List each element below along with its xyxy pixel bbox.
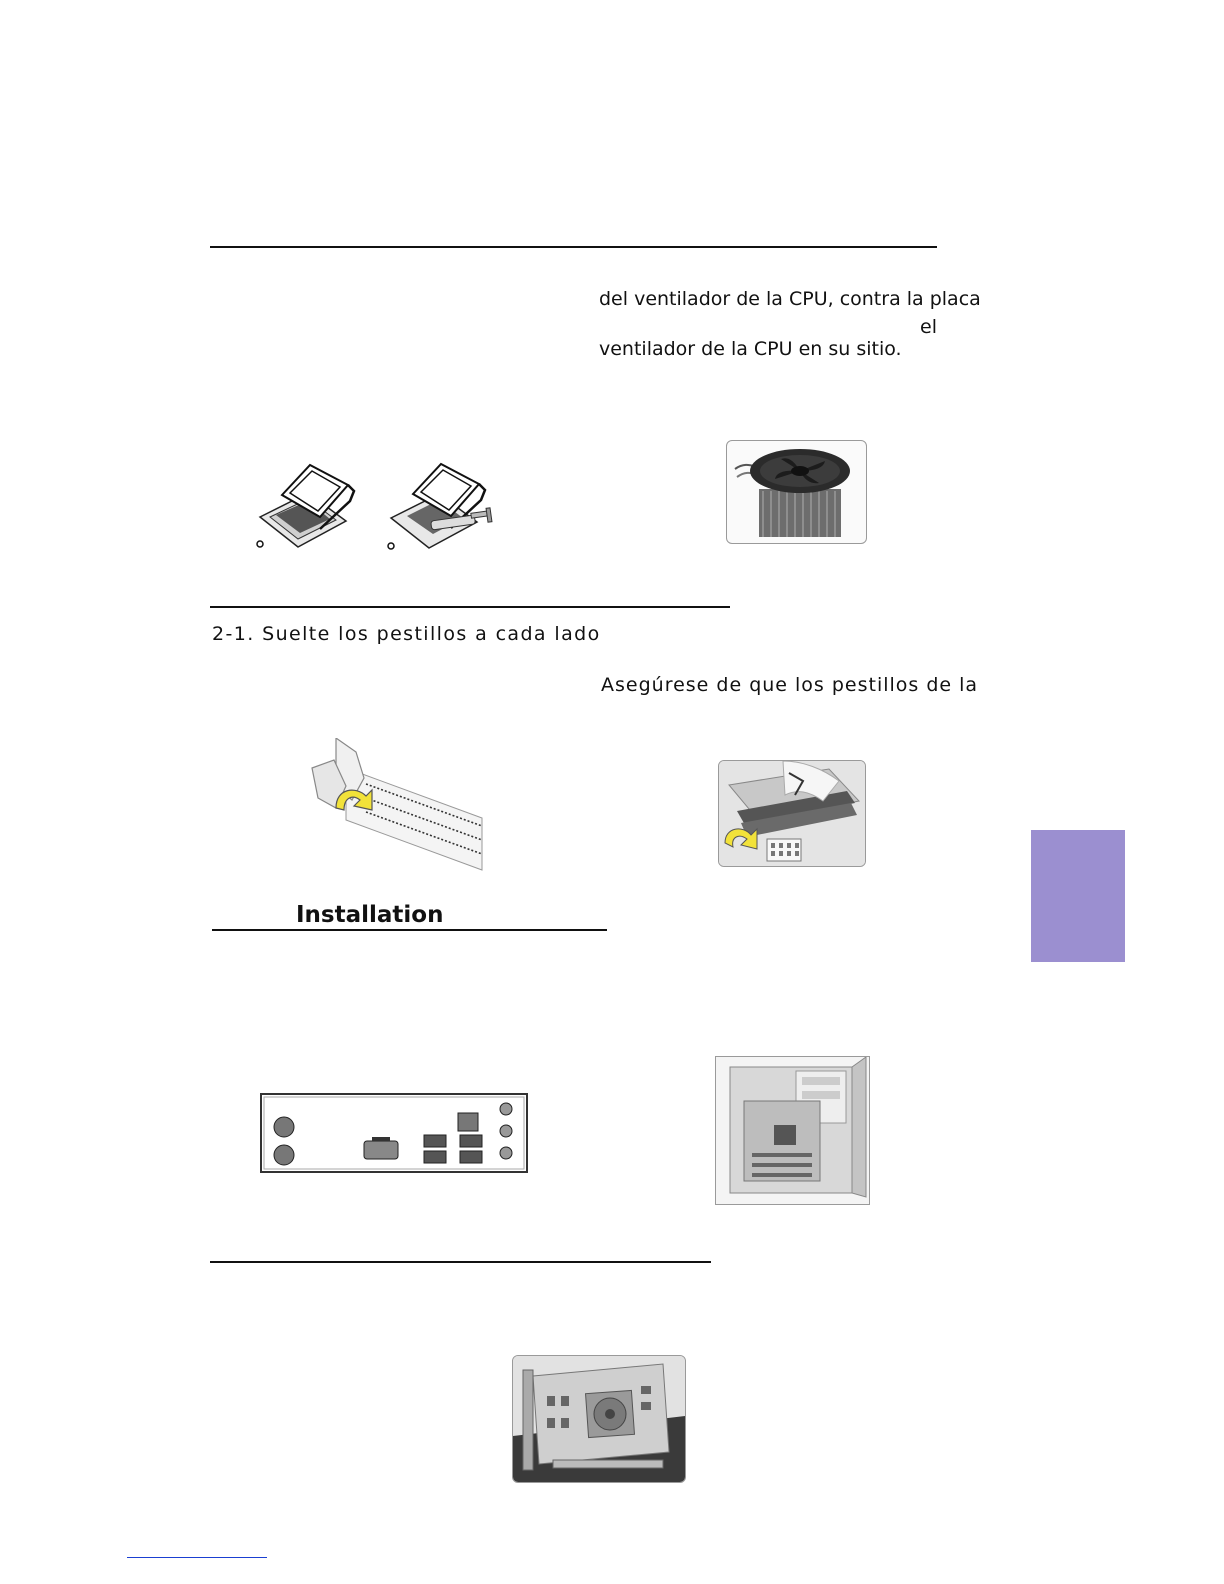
- memory-step-text: 2-1. Suelte los pestillos a cada lado: [212, 623, 601, 645]
- graphics-card-photo: [512, 1355, 686, 1483]
- cooler-instruction-line-1: del ventilador de la CPU, contra la placa: [599, 288, 981, 310]
- memory-insertion-photo: [718, 760, 866, 867]
- chapter-side-tab: [1031, 830, 1125, 962]
- cooler-instruction-line-3: ventilador de la CPU en su sitio.: [599, 338, 902, 360]
- footer-link-underline[interactable]: [127, 1557, 267, 1558]
- section-rule-4: [210, 1261, 711, 1263]
- chassis-photo: [715, 1056, 870, 1205]
- cpu-thermal-paste-illustration: [383, 452, 503, 552]
- section-rule-3: [212, 929, 607, 931]
- section-rule-1: [210, 246, 937, 248]
- io-shield-illustration: [260, 1093, 528, 1173]
- cpu-fan-photo: [726, 440, 867, 544]
- installation-heading: Installation: [296, 902, 444, 928]
- memory-latch-note: Asegúrese de que los pestillos de la: [601, 674, 979, 696]
- section-rule-2: [210, 606, 730, 608]
- cpu-socket-open-illustration: [250, 455, 362, 550]
- dimm-latch-illustration: [306, 738, 486, 873]
- cooler-instruction-line-2: el: [920, 316, 937, 338]
